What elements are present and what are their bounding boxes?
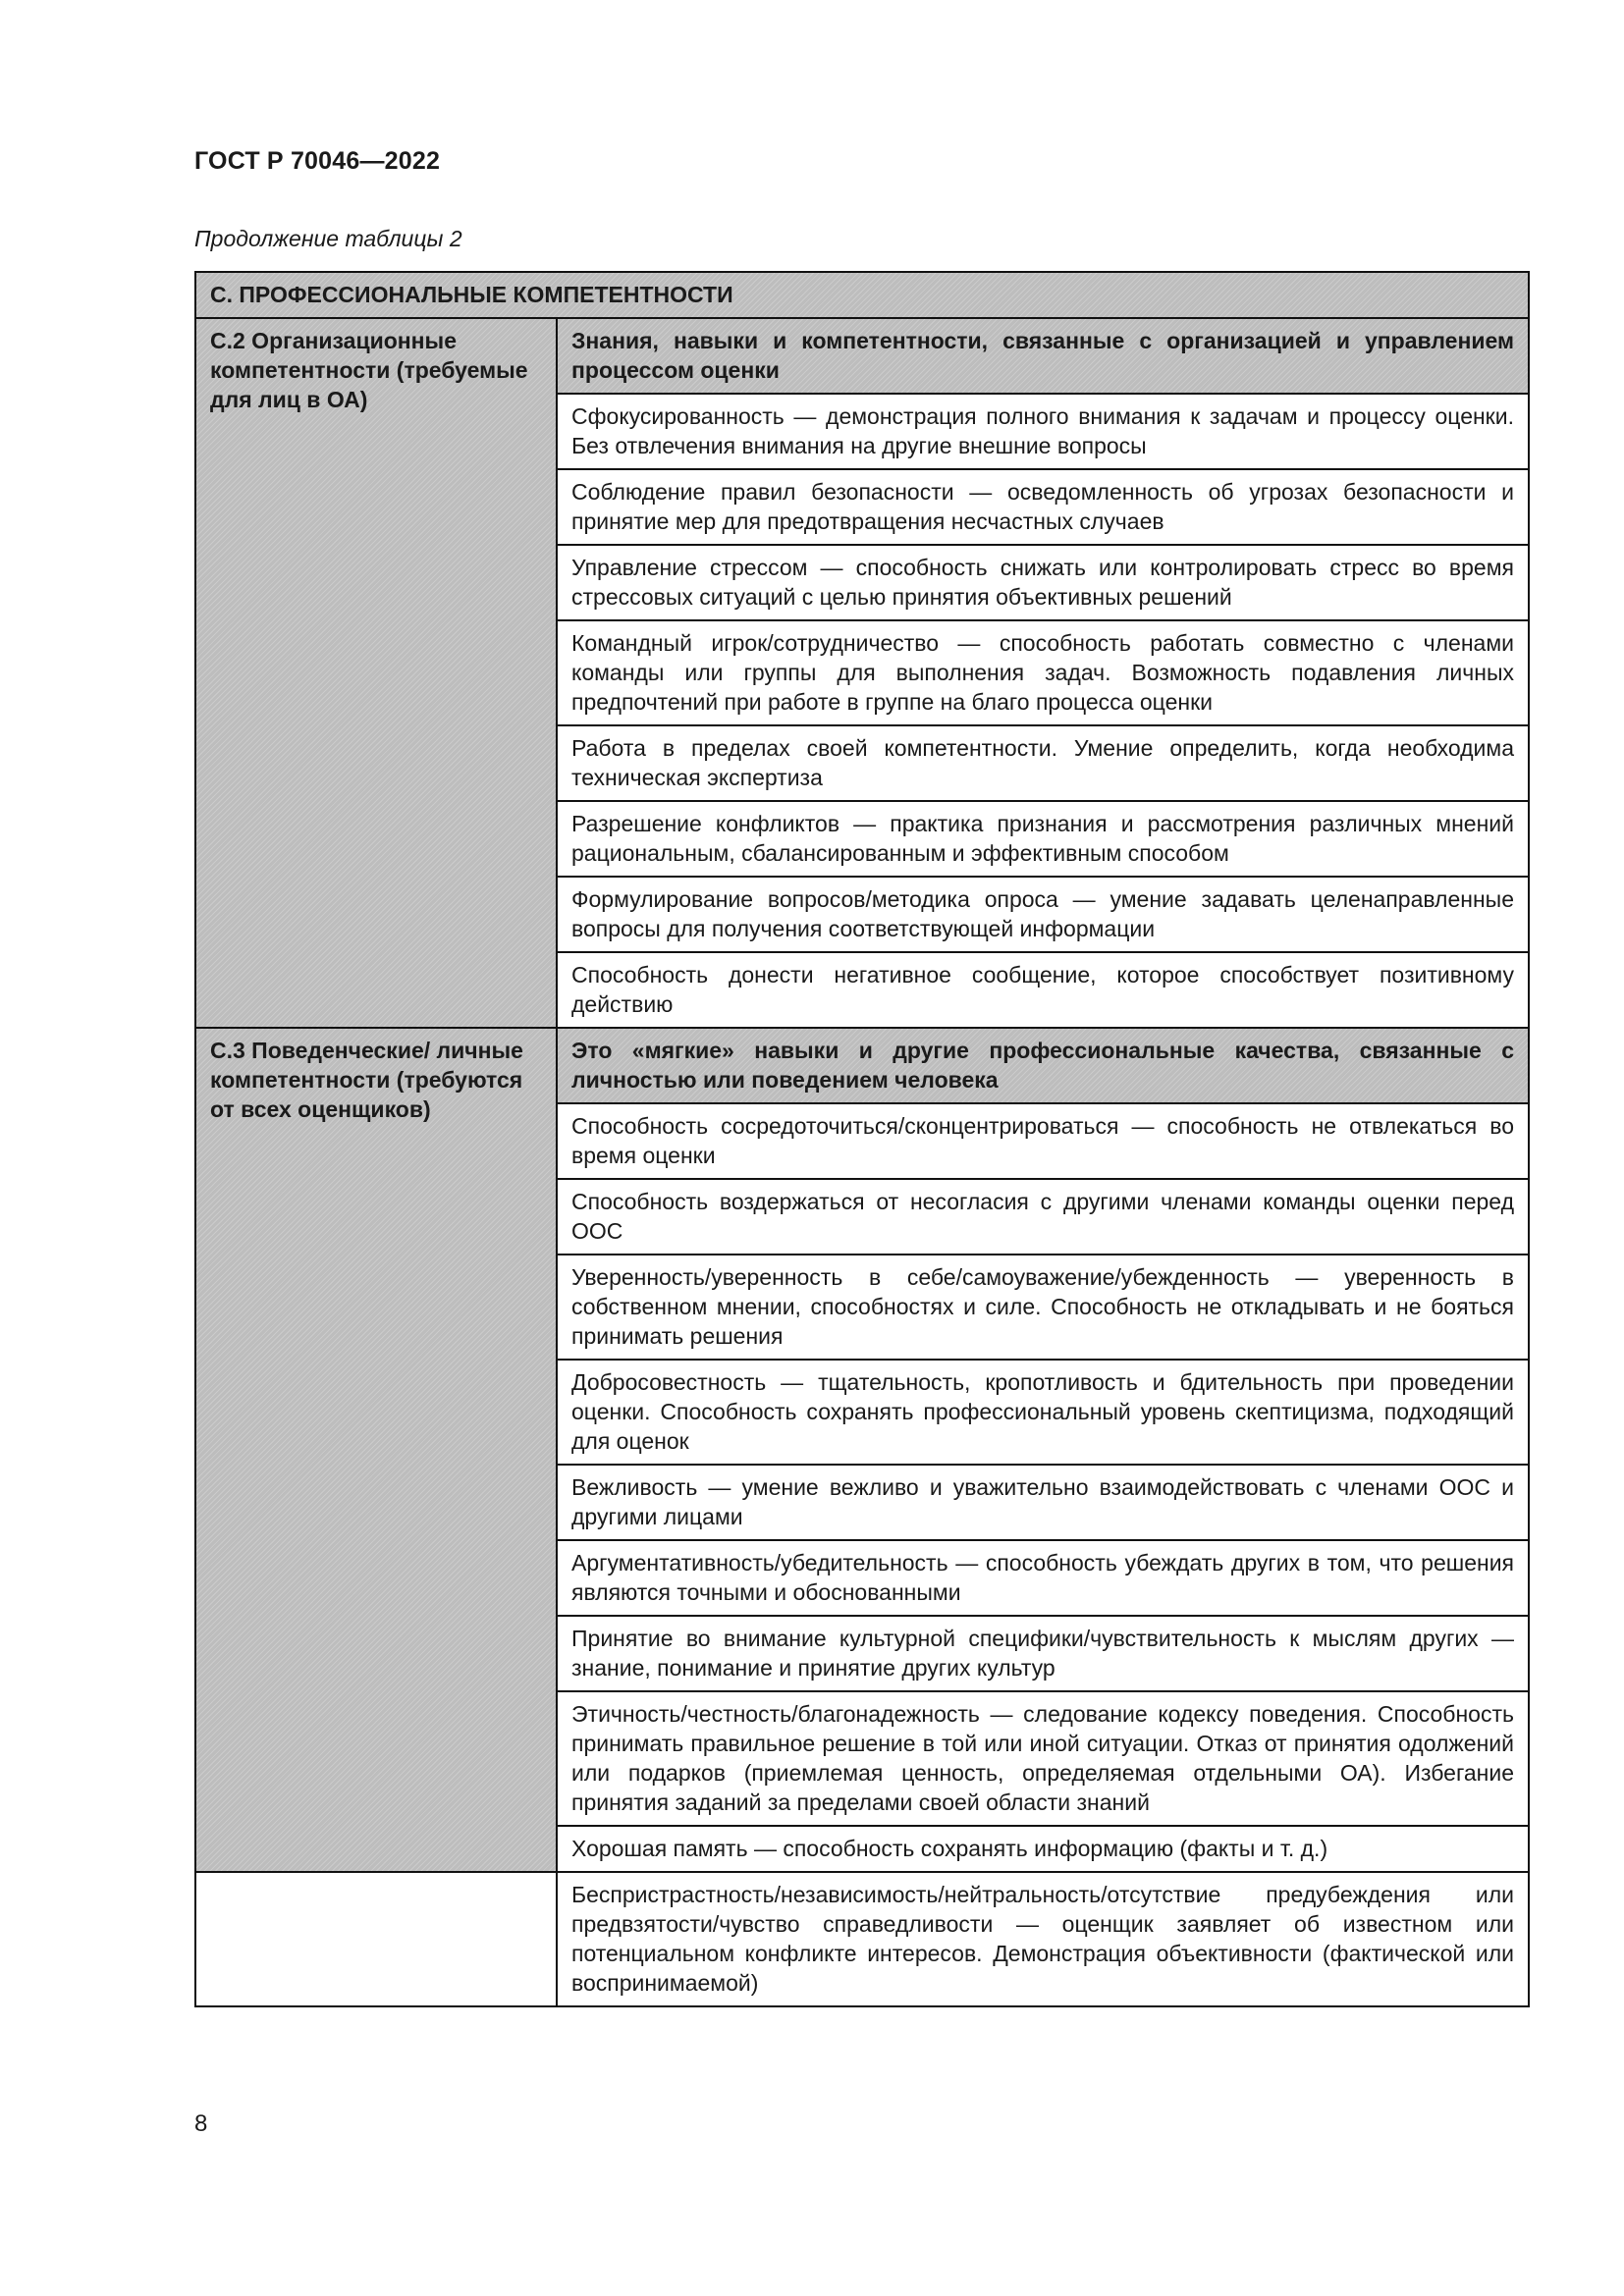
subheader-c2: Знания, навыки и компетентности, связанные с организацией и управлением процессом оценки — [557, 318, 1529, 394]
category-c2: С.2 Организационные компетентности (требуемые для лиц в ОА) — [195, 318, 557, 1028]
section-title: С. ПРОФЕССИОНАЛЬНЫЕ КОМПЕТЕНТНОСТИ — [195, 272, 1529, 318]
item-cell: Способность воздержаться от несогласия с другими членами команды оценки перед ООС — [557, 1179, 1529, 1255]
item-cell: Соблюдение правил безопасности — осведомленность об угрозах безопасности и принятие мер для предотвращения несчастных случаев — [557, 469, 1529, 545]
item-cell: Аргументативность/убедительность — способность убеждать других в том, что решения являются точными и обоснованными — [557, 1540, 1529, 1616]
item-cell: Формулирование вопросов/методика опроса — умение задавать целенаправленные вопросы для получения соответствующей информации — [557, 877, 1529, 952]
page-number: 8 — [194, 2110, 208, 2137]
item-cell: Вежливость — умение вежливо и уважительно взаимодействовать с членами ООС и другими лицами — [557, 1465, 1529, 1540]
item-cell: Сфокусированность — демонстрация полного внимания к задачам и процессу оценки. Без отвлечения внимания на другие внешние вопросы — [557, 394, 1529, 469]
table-continuation-label: Продолжение таблицы 2 — [194, 226, 462, 251]
competencies-table — [194, 271, 1530, 2007]
subheader-c3: Это «мягкие» навыки и другие профессиональные качества, связанные с личностью или поведением человека — [557, 1028, 1529, 1103]
item-cell: Добросовестность — тщательность, кропотливость и бдительность при проведении оценки. Способность сохранять профессиональный уровень скептицизма, подходящий для оценок — [557, 1360, 1529, 1465]
document-id: ГОСТ Р 70046—2022 — [194, 147, 441, 175]
item-cell: Уверенность/уверенность в себе/самоуважение/убежденность — уверенность в собственном мнении, способностях и силе. Способность не откладывать и не бояться принимать решения — [557, 1255, 1529, 1360]
category-c3: С.3 Поведенческие/ личные компетентности (требуются от всех оценщиков) — [195, 1028, 557, 1872]
item-cell: Принятие во внимание культурной специфики/чувствительность к мыслям других — знание, понимание и принятие других культур — [557, 1616, 1529, 1691]
empty-category-cell — [195, 1872, 557, 2006]
item-cell: Этичность/честность/благонадежность — следование кодексу поведения. Способность принимать правильное решение в той или иной ситуации. Отказ от принятия одолжений или подарков (приемлемая ценность, определяемая отдельными ОА). Избегание принятия заданий за пределами своей области знаний — [557, 1691, 1529, 1826]
table-row — [195, 1028, 1529, 1103]
table-row — [195, 318, 1529, 394]
item-cell: Работа в пределах своей компетентности. Умение определить, когда необходима техническая экспертиза — [557, 725, 1529, 801]
section-row — [195, 272, 1529, 318]
item-cell: Способность сосредоточиться/сконцентрироваться — способность не отвлекаться во время оценки — [557, 1103, 1529, 1179]
item-cell: Управление стрессом — способность снижать или контролировать стресс во время стрессовых ситуаций с целью принятия объективных решений — [557, 545, 1529, 620]
item-cell: Хорошая память — способность сохранять информацию (факты и т. д.) — [557, 1826, 1529, 1872]
item-cell: Командный игрок/сотрудничество — способность работать совместно с членами команды или группы для выполнения задач. Возможность подавления личных предпочтений при работе в группе на благо процесса оценки — [557, 620, 1529, 725]
item-cell: Разрешение конфликтов — практика признания и рассмотрения различных мнений рациональным, сбалансированным и эффективным способом — [557, 801, 1529, 877]
item-cell: Способность донести негативное сообщение, которое способствует позитивному действию — [557, 952, 1529, 1028]
item-cell: Беспристрастность/независимость/нейтральность/отсутствие предубеждения или предвзятости/чувство справедливости — оценщик заявляет об известном или потенциальном конфликте интересов. Демонстрация объективности (фактической или воспринимаемой) — [557, 1872, 1529, 2006]
table-row — [195, 1872, 1529, 2006]
